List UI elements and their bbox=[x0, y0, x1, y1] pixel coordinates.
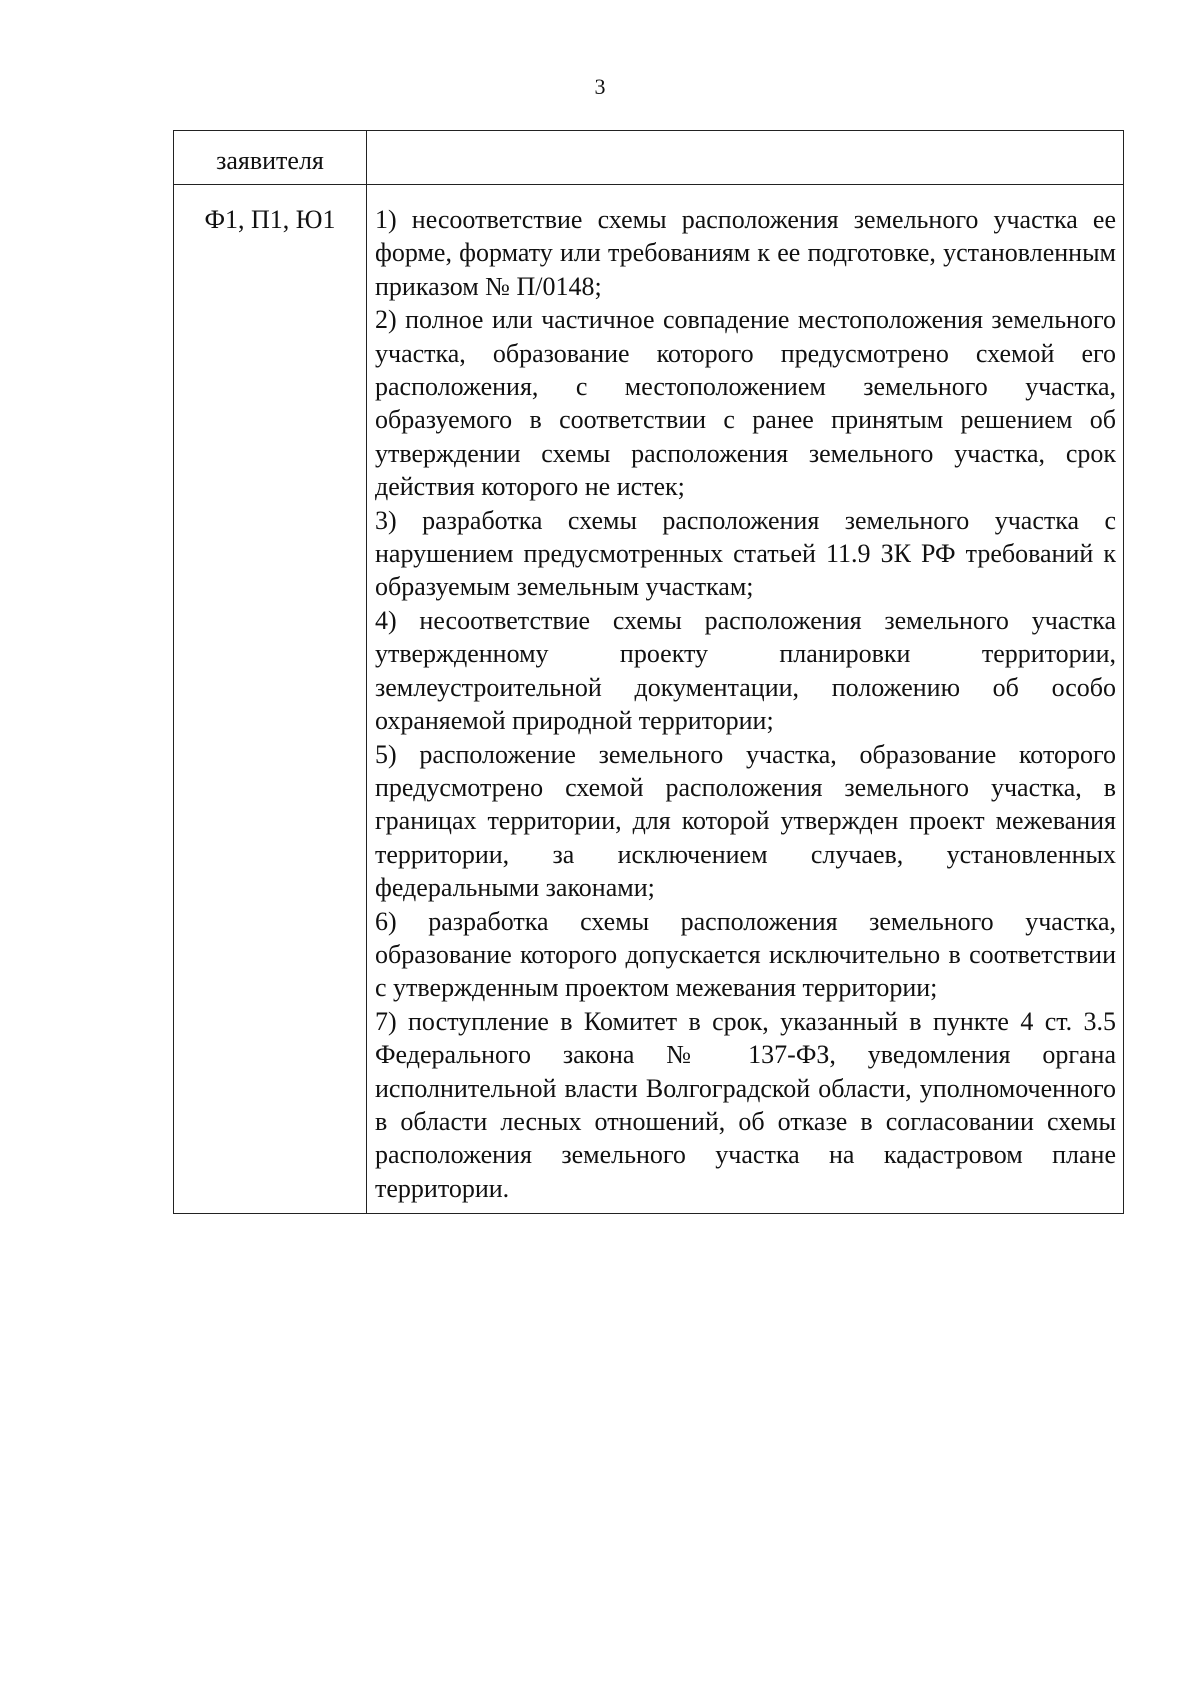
document-table bbox=[173, 130, 1124, 1214]
refusal-ground-item: 2) полное или частичное совпадение местоположения земельного участка, образование которого предусмотрено схемой его расположения, с местоположением земельного участка, образуемого в соответствии с ранее принятым решением об утверждении схемы расположения земельного участка, срок действия которого не истек; bbox=[375, 305, 1116, 502]
header-cell-empty bbox=[367, 131, 1124, 185]
applicant-codes: Ф1, П1, Ю1 bbox=[204, 205, 336, 234]
refusal-ground-item: 5) расположение земельного участка, образование которого предусмотрено схемой расположения земельного участка, в границах территории, для которой утвержден проект межевания территории, за исключением случаев, установленных федеральными законами; bbox=[375, 739, 1116, 903]
refusal-ground-item: 7) поступление в Комитет в срок, указанный в пункте 4 ст. 3.5 Федерального закона № 137-ФЗ, уведомления органа исполнительной власти Волгоградской области, уполномоченного в области лесных отношений, об отказе в согласовании схемы расположения земельного участка на кадастровом плане территории. bbox=[375, 1006, 1116, 1203]
table-row bbox=[174, 185, 1124, 1214]
header-label-applicant: заявителя bbox=[216, 146, 324, 175]
refusal-ground-item: 4) несоответствие схемы расположения земельного участка утвержденному проекту планировки территории, землеустроительной документации, положению об особо охраняемой природной территории; bbox=[375, 605, 1116, 736]
header-cell-applicant bbox=[174, 131, 367, 185]
refusal-grounds-cell bbox=[367, 185, 1124, 1214]
refusal-ground-item: 3) разработка схемы расположения земельного участка с нарушением предусмотренных статьей 11.9 ЗК РФ требований к образуемым земельным участкам; bbox=[375, 505, 1116, 602]
page-number: 3 bbox=[594, 74, 606, 99]
applicant-codes-cell bbox=[174, 185, 367, 1214]
table-header-row bbox=[174, 131, 1124, 185]
refusal-ground-item: 1) несоответствие схемы расположения земельного участка ее форме, формату или требованиям к ее подготовке, установленным приказом № П/0148; bbox=[375, 205, 1116, 301]
refusal-ground-item: 6) разработка схемы расположения земельного участка, образование которого допускается исключительно в соответствии с утвержденным проектом межевания территории; bbox=[375, 906, 1116, 1003]
